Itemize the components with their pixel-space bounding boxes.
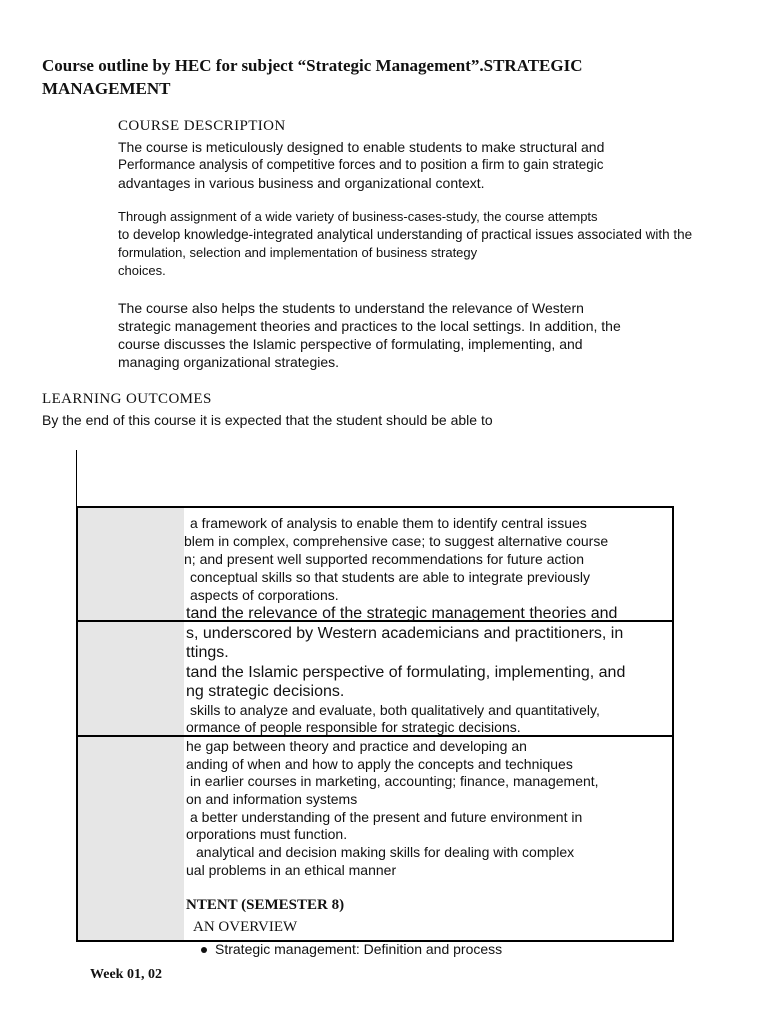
table-text-line: analytical and decision making skills for dealing with complex	[196, 844, 575, 860]
course-content-heading: NTENT (SEMESTER 8)	[186, 897, 345, 913]
table-text-line: he gap between theory and practice and developing an	[186, 738, 527, 754]
text-line: Performance analysis of competitive forces and to position a firm to gain strategic	[118, 157, 604, 172]
table-text-line: blem in complex, comprehensive case; to suggest alternative course	[184, 533, 609, 549]
text-line: managing organizational strategies.	[118, 354, 340, 370]
description-paragraph-1	[118, 138, 604, 192]
text-line: choices.	[118, 263, 166, 278]
table-text-line: tand the Islamic perspective of formulating, implementing, and	[186, 664, 626, 681]
text-line: The course is meticulously designed to enable students to make structural and	[118, 139, 605, 155]
table-text-line: a framework of analysis to enable them to identify central issues	[190, 515, 587, 531]
table-text-line: orporations must function.	[186, 826, 348, 842]
table-cell-shaded	[78, 508, 184, 620]
bullet-icon	[201, 947, 207, 953]
table-text-line: conceptual skills so that students are able to integrate previously	[190, 569, 591, 585]
table-text-line: aspects of corporations.	[190, 587, 339, 603]
table-text-line: n; and present well supported recommendations for future action	[184, 551, 585, 567]
table-text-line: ual problems in an ethical manner	[186, 862, 397, 878]
table-text-line: skills to analyze and evaluate, both qualitatively and quantitatively,	[190, 702, 600, 718]
text-line: formulation, selection and implementation of business strategy	[118, 245, 478, 260]
overview-heading: AN OVERVIEW	[193, 919, 298, 935]
learning-outcomes-intro: By the end of this course it is expected that the student should be able to	[42, 412, 493, 428]
table-text-line: in earlier courses in marketing, accounting; finance, management,	[190, 773, 599, 789]
table-text-line: ttings.	[186, 644, 229, 661]
table-text-line: s, underscored by Western academicians and practitioners, in	[186, 625, 624, 642]
table-cell-shaded	[78, 622, 184, 735]
course-description-heading: COURSE DESCRIPTION	[118, 118, 286, 134]
text-line: advantages in various business and organizational context.	[118, 175, 485, 191]
table-text-line: anding of when and how to apply the concepts and techniques	[186, 756, 573, 772]
text-line: strategic management theories and practices to the local settings. In addition, the	[118, 318, 621, 334]
text-line: course discusses the Islamic perspective of formulating, implementing, and	[118, 336, 583, 352]
page-title: Course outline by HEC for subject “Strategic Management”.STRATEGIC MANAGEMENT	[42, 56, 583, 98]
description-paragraph-2	[118, 208, 692, 280]
table-text-line: on and information systems	[186, 791, 358, 807]
list-item: Strategic management: Definition and process	[215, 941, 503, 957]
table-text-line: a better understanding of the present and future environment in	[190, 809, 583, 825]
description-paragraph-3	[118, 299, 621, 371]
table-divider	[76, 450, 77, 507]
text-line: The course also helps the students to understand the relevance of Western	[118, 300, 584, 316]
table-text-line: ng strategic decisions.	[186, 683, 345, 700]
learning-outcomes-heading: LEARNING OUTCOMES	[42, 391, 212, 407]
text-line: to develop knowledge-integrated analytical understanding of practical issues associated with the	[118, 227, 693, 242]
table-text-line: tand the relevance of the strategic management theories and	[186, 605, 618, 622]
text-line: Through assignment of a wide variety of business-cases-study, the course attempts	[118, 209, 598, 224]
week-label: Week 01, 02	[90, 967, 162, 982]
table-text-line: ormance of people responsible for strategic decisions.	[186, 719, 521, 735]
table-cell-shaded	[78, 737, 184, 940]
